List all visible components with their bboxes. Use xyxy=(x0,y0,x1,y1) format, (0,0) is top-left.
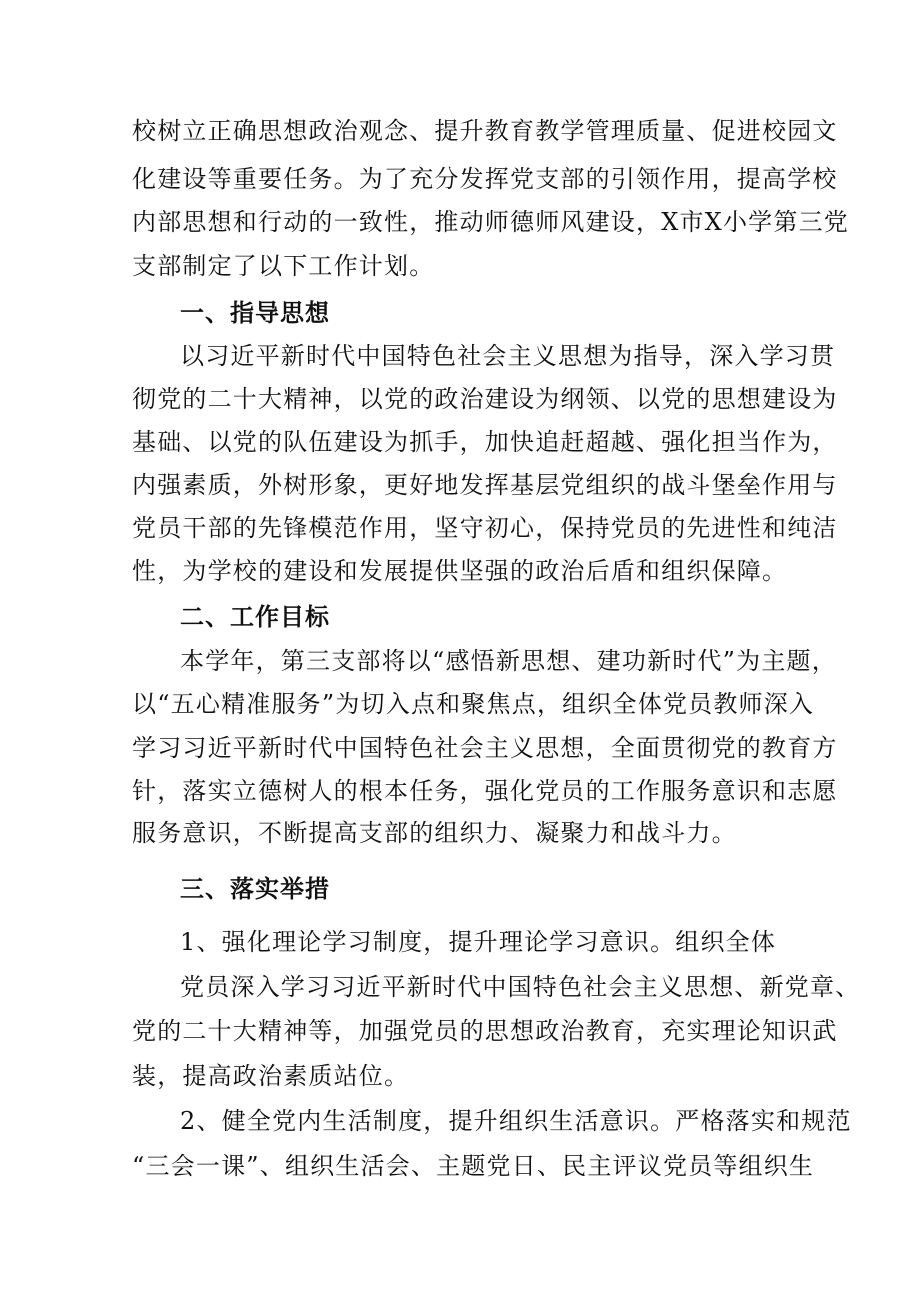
section2-line-1: 本学年，第三支部将以“感悟新思想、建功新时代”为主题， xyxy=(180,647,837,675)
intro-line-1: 校树立正确思想政治观念、提升教育教学管理质量、促进校园文 xyxy=(132,117,838,145)
section3-line-3: 党的二十大精神等，加强党员的思想政治教育，充实理论知识武 xyxy=(132,1017,838,1045)
section1-line-4: 内强素质，外树形象，更好地发挥基层党组织的战斗堡垒作用与 xyxy=(132,471,838,499)
section3-line-1: 1、强化理论学习制度，提升理论学习意识。组织全体 xyxy=(180,928,777,956)
section3-line-5: 2、健全党内生活制度，提升组织生活意识。严格落实和规范 xyxy=(180,1107,852,1135)
section3-line-6: “三会一课”、组织生活会、主题党日、民主评议党员等组织生 xyxy=(132,1152,815,1180)
section1-line-2: 彻党的二十大精神，以党的政治建设为纲领、以党的思想建设为 xyxy=(132,385,838,413)
section1-line-6: 性，为学校的建设和发展提供坚强的政治后盾和组织保障。 xyxy=(132,557,788,585)
intro-line-2: 化建设等重要任务。为了充分发挥党支部的引领作用，提高学校 xyxy=(132,165,838,193)
section2-line-4: 针，落实立德树人的根本任务，强化党员的工作服务意识和志愿 xyxy=(132,777,838,805)
section3-line-2: 党员深入学习习近平新时代中国特色社会主义思想、新党章、 xyxy=(180,973,861,1001)
section-heading-guiding-ideology: 一、指导思想 xyxy=(180,299,330,327)
section1-line-5: 党员干部的先锋模范作用，坚守初心，保持党员的先进性和纯洁 xyxy=(132,514,838,542)
intro-line-4: 支部制定了以下工作计划。 xyxy=(132,252,435,280)
section2-line-5: 服务意识，不断提高支部的组织力、凝聚力和战斗力。 xyxy=(132,819,737,847)
section1-line-1: 以习近平新时代中国特色社会主义思想为指导，深入学习贯 xyxy=(180,342,836,370)
intro-line-3: 内部思想和行动的一致性，推动师德师风建设，X市X小学第三党 xyxy=(132,208,849,236)
section2-line-2: 以“五心精准服务”为切入点和聚焦点，组织全体党员教师深入 xyxy=(132,690,815,718)
section-heading-implementation-measures: 三、落实举措 xyxy=(180,875,330,903)
section3-line-4: 装，提高政治素质站位。 xyxy=(132,1062,410,1090)
section2-line-3: 学习习近平新时代中国特色社会主义思想，全面贯彻党的教育方 xyxy=(132,734,838,762)
section1-line-3: 基础、以党的队伍建设为抓手，加快追赶超越、强化担当作为， xyxy=(132,428,838,456)
section-heading-work-goals: 二、工作目标 xyxy=(180,603,330,631)
